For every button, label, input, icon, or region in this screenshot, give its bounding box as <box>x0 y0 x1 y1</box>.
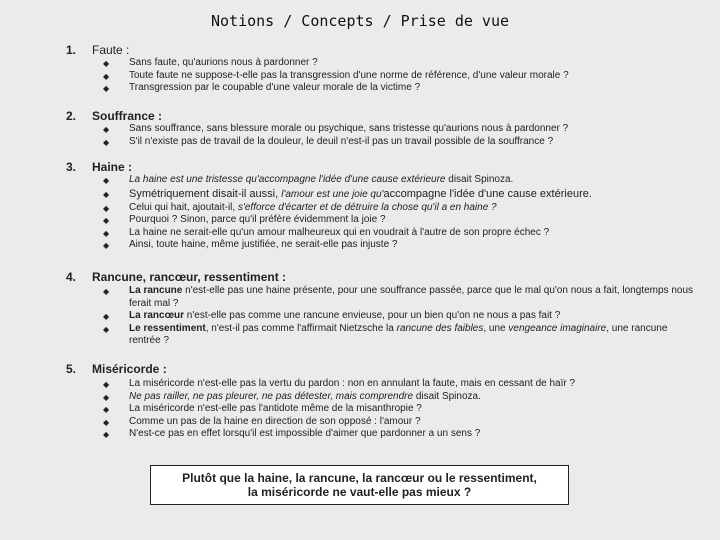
list-item <box>0 403 720 416</box>
heading-suffix: : <box>122 43 130 57</box>
diamond-bullet-icon: ◆ <box>103 287 110 296</box>
heading-text: Rancune, rancœur, ressentiment : <box>92 270 287 284</box>
item-text: La haine ne serait-elle qu'un amour malheureux qui en voudrait à l'autre de son propre échec ? <box>129 226 550 238</box>
heading-text: Souffrance : <box>92 109 163 123</box>
section-items <box>0 57 720 95</box>
item-text: Celui qui hait, ajoutait-il, <box>129 201 238 213</box>
list-item <box>0 378 720 391</box>
section-number: 4. <box>66 270 77 284</box>
item-quote: rancune des faibles <box>396 322 484 334</box>
list-item <box>0 310 720 323</box>
list-item <box>0 323 720 348</box>
item-quote: s'efforce d'écarter et de détruire la chose qu'il a en haine ? <box>237 201 497 213</box>
item-text: S'il n'existe pas de travail de la douleur, le deuil n'est-il pas un travail possible de la souffrance ? <box>129 135 554 147</box>
item-text: accompagne l'idée d'une cause extérieure. <box>383 187 592 200</box>
item-text: , n'est-il pas comme l'affirmait Nietzsche la <box>205 322 397 334</box>
item-term: La rancœur <box>129 310 185 321</box>
item-text: La miséricorde n'est-elle pas l'antidote même de la misanthropie ? <box>129 403 422 414</box>
list-item <box>0 416 720 429</box>
diamond-bullet-icon: ◆ <box>103 203 110 213</box>
list-item <box>0 227 720 240</box>
diamond-bullet-icon: ◆ <box>103 392 110 402</box>
list-item <box>0 202 720 215</box>
list-item <box>0 428 720 441</box>
heading-text: Faute <box>92 43 123 57</box>
item-term: La rancune <box>129 285 183 296</box>
item-text: disait Spinoza. <box>413 390 481 402</box>
diamond-bullet-icon: ◆ <box>103 137 110 147</box>
list-item <box>0 57 720 70</box>
section-heading <box>92 109 162 123</box>
item-quote: l'amour est une joie qu' <box>281 188 384 200</box>
section-heading <box>92 160 132 174</box>
item-text: disait Spinoza. <box>445 174 514 185</box>
item-quote: Ne pas railler, ne pas pleurer, ne pas détester, mais comprendre <box>129 390 414 402</box>
diamond-bullet-icon: ◆ <box>103 176 110 185</box>
section-number: 5. <box>66 362 77 376</box>
section-number: 1. <box>66 43 77 57</box>
item-text: Transgression par le coupable d'une valeur morale de la victime ? <box>129 82 421 93</box>
section-heading <box>92 43 129 57</box>
list-item <box>0 123 720 136</box>
conclusion-box <box>150 465 569 505</box>
list-item <box>0 391 720 404</box>
conclusion-line-1: Plutôt que la haine, la rancune, la rancœur ou le ressentiment, <box>182 471 537 485</box>
diamond-bullet-icon: ◆ <box>103 216 110 225</box>
list-item <box>0 239 720 252</box>
diamond-bullet-icon: ◆ <box>103 312 110 321</box>
item-text: , une <box>483 322 509 334</box>
diamond-bullet-icon: ◆ <box>103 59 110 68</box>
diamond-bullet-icon: ◆ <box>103 241 110 250</box>
section-items <box>0 123 720 148</box>
item-text: Toute faute ne suppose-t-elle pas la transgression d'une norme de référence, d'une valeur morale ? <box>129 69 569 81</box>
item-quote: La haine est une tristesse qu'accompagne l'idée d'une cause extérieure <box>129 174 446 185</box>
diamond-bullet-icon: ◆ <box>103 71 110 81</box>
diamond-bullet-icon: ◆ <box>103 228 110 238</box>
diamond-bullet-icon: ◆ <box>103 84 110 93</box>
diamond-bullet-icon: ◆ <box>103 417 110 427</box>
list-item <box>0 187 720 202</box>
diamond-bullet-icon: ◆ <box>103 405 110 414</box>
section-items <box>0 285 720 348</box>
item-text: Symétriquement disait-il aussi, <box>129 187 282 200</box>
item-text: N'est-ce pas en effet lorsqu'il est impossible d'aimer que pardonner a un sens ? <box>129 428 481 439</box>
item-text: Pourquoi ? Sinon, parce qu'il préfère évidemment la joie ? <box>129 214 386 225</box>
heading-text: Haine : <box>92 160 133 174</box>
diamond-bullet-icon: ◆ <box>103 380 110 389</box>
item-text: Comme un pas de la haine en direction de son opposé : l'amour ? <box>129 415 421 427</box>
item-term: Le ressentiment <box>129 322 206 334</box>
item-text: , une rancune rentrée ? <box>129 322 668 346</box>
item-text: Ainsi, toute haine, même justifiée, ne serait-elle pas injuste ? <box>129 239 398 250</box>
diamond-bullet-icon: ◆ <box>103 125 110 134</box>
section-heading <box>92 270 286 284</box>
list-item <box>0 82 720 95</box>
list-item <box>0 136 720 149</box>
list-item <box>0 174 720 187</box>
section-items <box>0 378 720 441</box>
heading-text: Miséricorde : <box>92 362 167 376</box>
list-item <box>0 285 720 310</box>
section-number: 3. <box>66 160 77 174</box>
item-text: Sans faute, qu'aurions nous à pardonner ? <box>129 57 318 68</box>
page-title: Notions / Concepts / Prise de vue <box>210 12 509 30</box>
diamond-bullet-icon: ◆ <box>103 430 110 439</box>
diamond-bullet-icon: ◆ <box>103 189 110 199</box>
conclusion-line-2: la miséricorde ne vaut-elle pas mieux ? <box>247 485 472 499</box>
item-text: n'est-elle pas une haine présente, pour une souffrance passée, parce que le mal qu'on nous a fait, longtemps nous ferait mal ? <box>129 285 693 309</box>
list-item <box>0 214 720 227</box>
diamond-bullet-icon: ◆ <box>103 324 110 334</box>
item-text: Sans souffrance, sans blessure morale ou psychique, sans tristesse qu'aurions nous à pardonner ? <box>129 123 569 134</box>
section-number: 2. <box>66 109 77 123</box>
item-quote: vengeance imaginaire <box>508 322 607 334</box>
section-items <box>0 174 720 252</box>
section-heading <box>92 362 167 376</box>
item-text: n'est-elle pas comme une rancune envieuse, pour un bien qu'on ne nous a pas fait ? <box>184 310 561 321</box>
list-item <box>0 70 720 83</box>
item-text: La miséricorde n'est-elle pas la vertu du pardon : non en annulant la faute, mais en cessant de haïr ? <box>129 378 576 389</box>
